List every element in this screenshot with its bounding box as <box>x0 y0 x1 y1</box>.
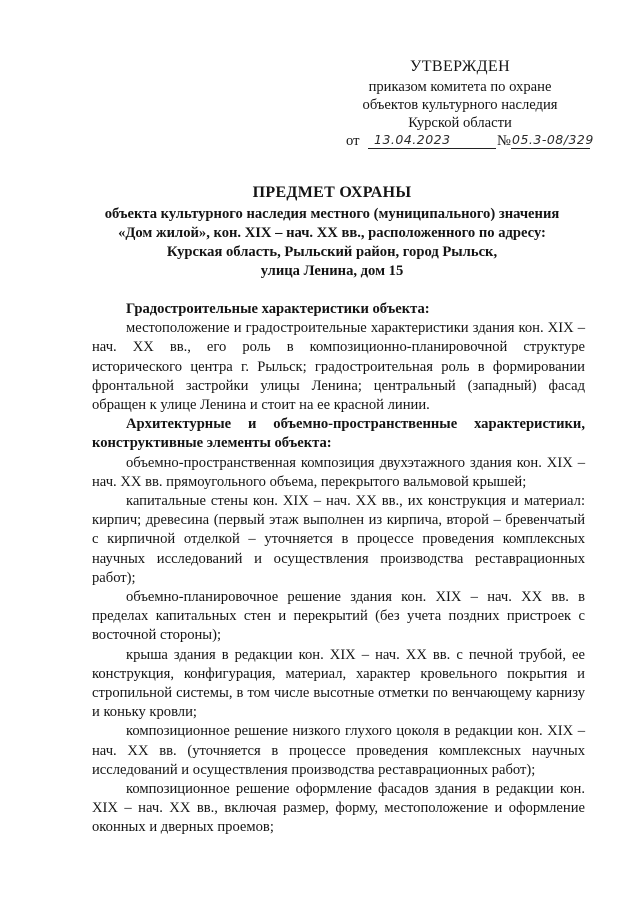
approval-block <box>330 58 594 152</box>
list-item: объемно-планировочное решение здания кон. XIX – нач. XX вв. в пределах капитальных стен и перекрытий (без учета поздних пристроек с восточной стороны); <box>92 589 585 644</box>
approval-line-1: приказом комитета по охране <box>368 79 552 95</box>
list-item: композиционное решение оформление фасадов здания в редакции кон. XIX – нач. XX вв., включая размер, форму, местоположение и оформление оконных и дверных проемов; <box>92 781 585 836</box>
title-main: ПРЕДМЕТ ОХРАНЫ <box>252 184 412 201</box>
title-line-4: улица Ленина, дом 15 <box>260 263 404 279</box>
urban-text: местоположение и градостроительные характеристики здания кон. XIX – нач. XX вв., его роль в композиционно-планировочной структуре исторического центра г. Рыльск; градостроительная роль в формировании фронтальной застройки улицы Ленина; центральный (западный) фасад обращен к улице Ленина и стоит на ее красной линии. <box>92 320 585 414</box>
order-number: 05.3-08/329 <box>512 132 594 147</box>
title-line-2: «Дом жилой», кон. XIX – нач. XX вв., расположенного по адресу: <box>118 225 546 241</box>
document-body <box>92 300 585 838</box>
list-item: композиционное решение низкого глухого цоколя в редакции кон. XIX – нач. XX вв. (уточняется в процессе проведения комплексных научных исследований и осуществления производства реставрационных работ); <box>92 723 585 778</box>
list-item: объемно-пространственная композиция двухэтажного здания кон. XIX – нач. XX вв. прямоугольного объема, перекрытого вальмовой крышей; <box>92 454 585 490</box>
approval-line-3: Курской области <box>408 115 512 131</box>
approval-line-2: объектов культурного наследия <box>362 97 558 113</box>
order-date: 13.04.2023 <box>374 132 451 147</box>
title-line-1: объекта культурного наследия местного (муниципального) значения <box>104 206 560 222</box>
list-item: крыша здания в редакции кон. XIX – нач. XX вв. с печной трубой, ее конструкция, конфигурация, материал, характер кровельного покрытия и стропильной системы, в том числе высотные отметки по венчающему карнизу и коньку кровли; <box>92 646 585 721</box>
list-item: капитальные стены кон. XIX – нач. XX вв., их конструкция и материал: кирпич; древесина (первый этаж выполнен из кирпича, второй – бревенчатый с кирпичной отделкой – уточняется в процессе проведения комплексных научных исследований и осуществления производства реставрационных работ); <box>92 493 585 586</box>
order-date-number <box>330 132 594 152</box>
document-title <box>64 183 600 281</box>
number-label: № <box>497 133 511 149</box>
approved-label: УТВЕРЖДЕН <box>409 58 511 75</box>
urban-heading: Градостроительные характеристики объекта: <box>126 301 430 317</box>
from-label: от <box>346 133 360 149</box>
title-line-3: Курская область, Рыльский район, город Рыльск, <box>166 244 498 260</box>
architecture-heading: Архитектурные и объемно-пространственные характеристики, конструктивные элементы объекта: <box>92 416 585 452</box>
